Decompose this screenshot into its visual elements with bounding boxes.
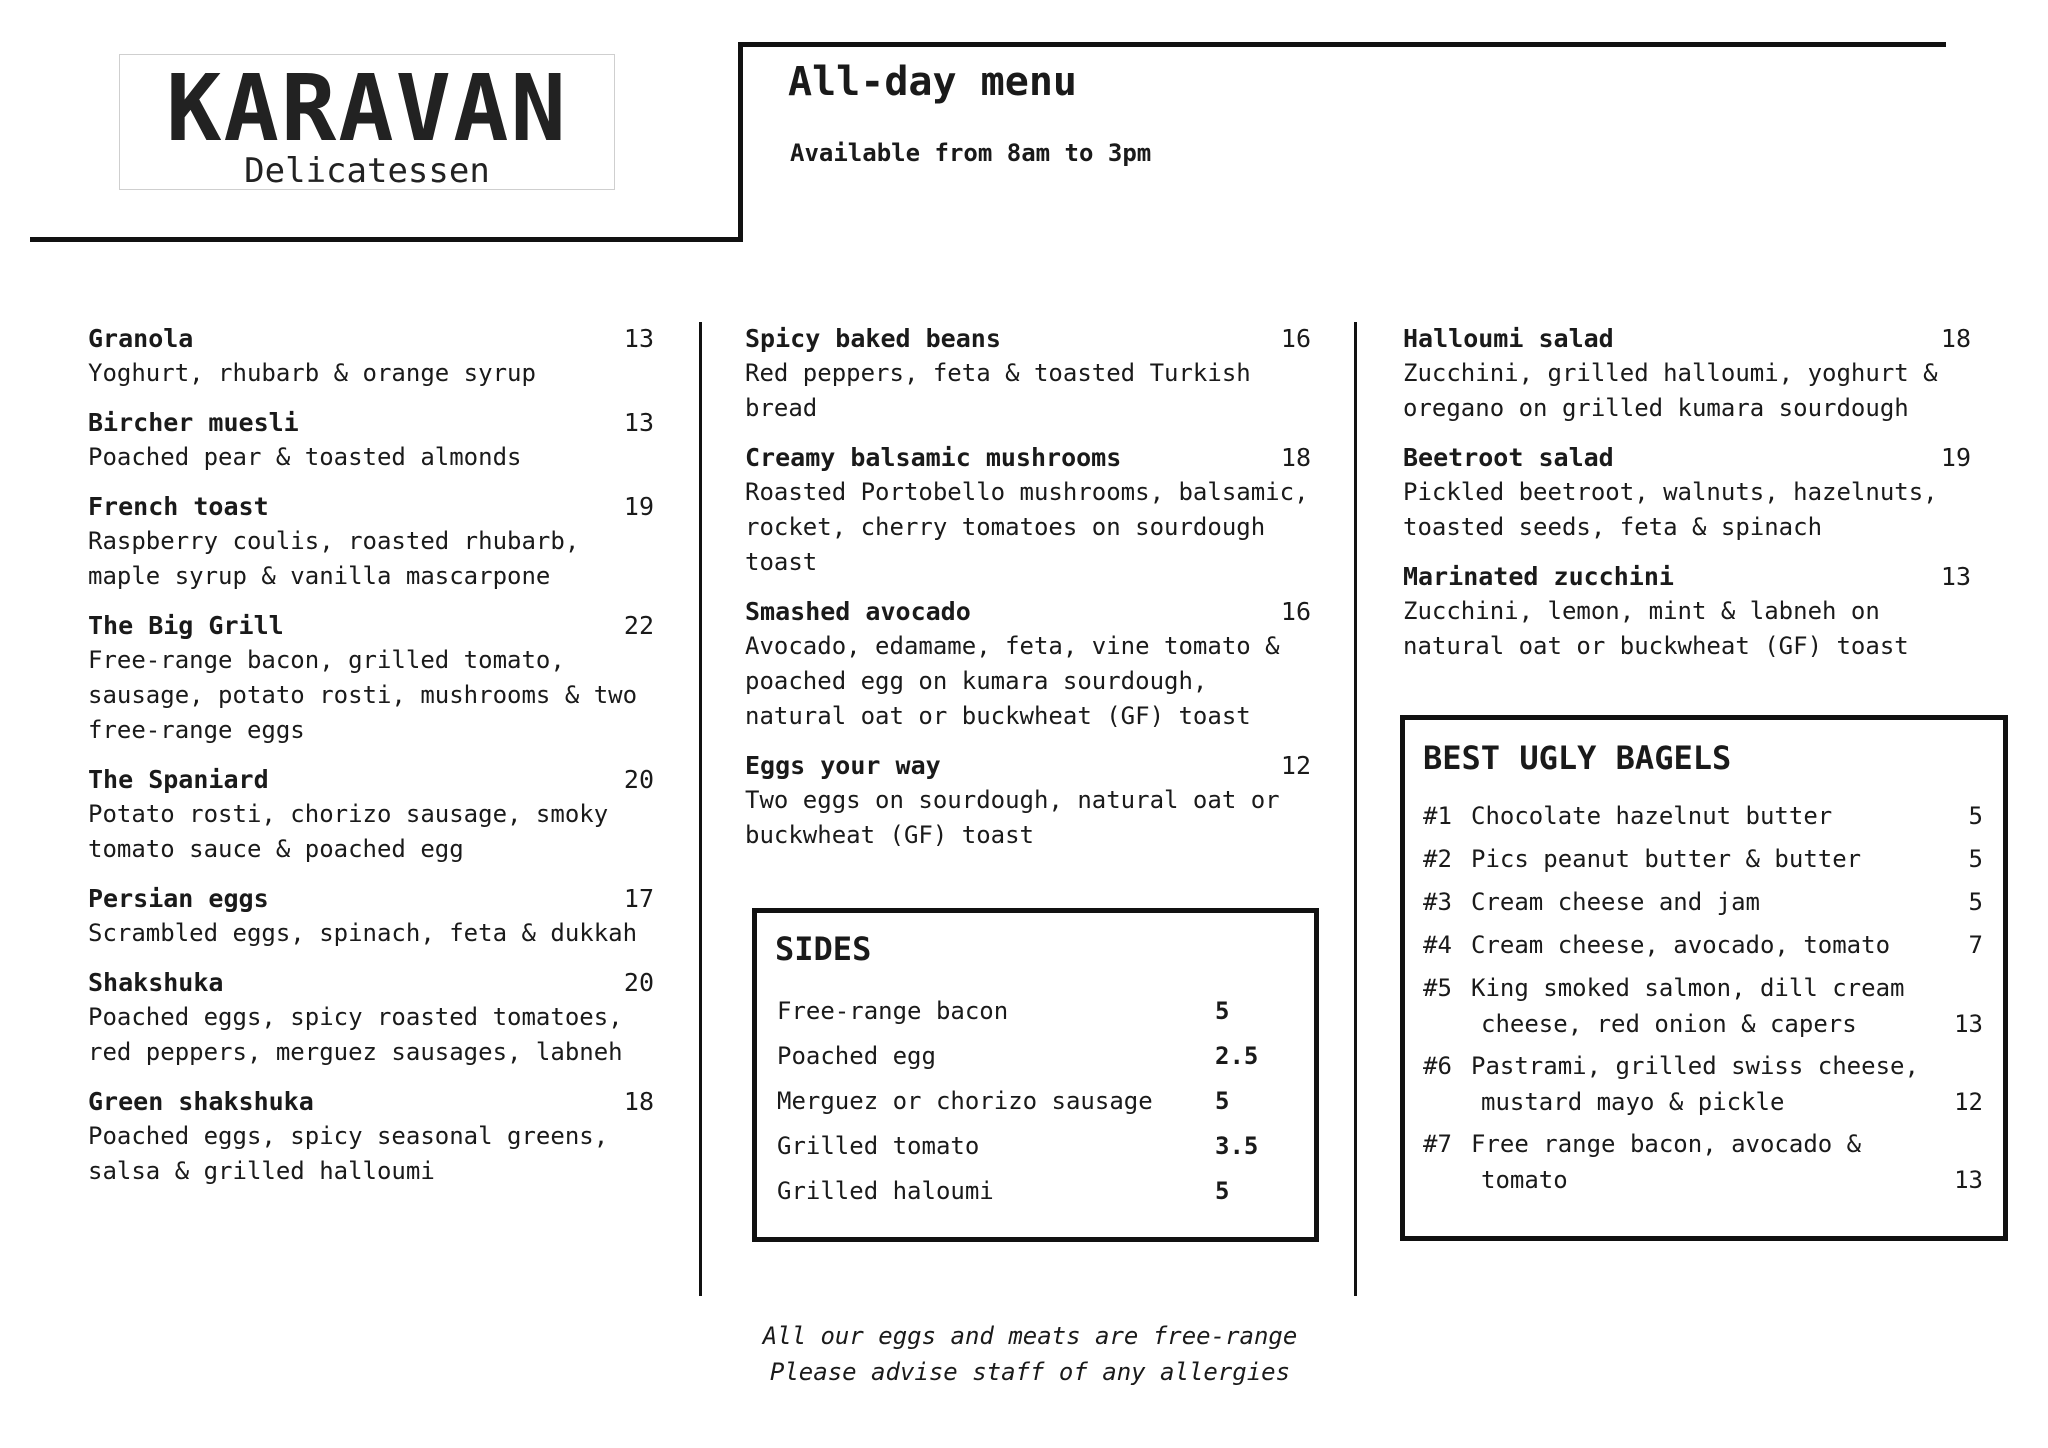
bagel-item-line — [1423, 1126, 1983, 1162]
menu-item-header — [88, 1085, 654, 1119]
menu-item — [88, 322, 654, 391]
bagel-description: Free range bacon, avocado & — [1471, 1130, 1862, 1158]
side-item-price: 5 — [1215, 1177, 1230, 1205]
header-bottom-rule — [30, 237, 743, 242]
sides-box — [752, 908, 1319, 1242]
menu-item — [88, 966, 654, 1070]
bagel-description: Pics peanut butter & butter — [1471, 845, 1862, 873]
side-item — [777, 1079, 1277, 1124]
menu-item — [1403, 441, 1971, 545]
menu-item-price: 13 — [623, 408, 654, 437]
bagel-price: 12 — [1954, 1088, 1983, 1116]
menu-item — [88, 763, 654, 867]
menu-item-description: Free-range bacon, grilled tomato, sausage, potato rosti, mushrooms & two free-range eggs — [88, 646, 638, 744]
menu-item — [1403, 560, 1971, 664]
bagels-box — [1400, 715, 2008, 1241]
menu-item-header — [1403, 322, 1971, 356]
bagel-item-line — [1423, 798, 1983, 834]
bagel-item — [1423, 927, 1983, 963]
menu-column-3 — [1403, 322, 1971, 679]
sides-title: SIDES — [775, 930, 872, 968]
menu-item — [745, 322, 1311, 426]
menu-item-header — [745, 749, 1311, 783]
menu-item-price: 19 — [623, 492, 654, 521]
menu-item-price: 16 — [1280, 324, 1311, 353]
menu-item-description: Avocado, edamame, feta, vine tomato & poached egg on kumara sourdough, natural oat or buckwheat (GF) toast — [745, 632, 1280, 730]
menu-item — [88, 882, 654, 951]
side-item-name: Grilled haloumi — [777, 1177, 994, 1205]
menu-item-price: 22 — [623, 611, 654, 640]
menu-item-price: 17 — [623, 884, 654, 913]
bagel-description: Cream cheese, avocado, tomato — [1471, 931, 1891, 959]
menu-item-name: Marinated zucchini — [1403, 562, 1674, 591]
bagel-number: #3 — [1423, 888, 1452, 916]
bagel-item — [1423, 970, 1983, 1042]
side-item — [777, 1169, 1277, 1214]
side-item-price: 5 — [1215, 997, 1230, 1025]
menu-item-name: Shakshuka — [88, 968, 224, 997]
menu-item-price: 13 — [1940, 562, 1971, 591]
bagel-number: #6 — [1423, 1052, 1452, 1080]
page-subtitle: Available from 8am to 3pm — [790, 139, 1152, 167]
menu-item-description: Two eggs on sourdough, natural oat or buckwheat (GF) toast — [745, 786, 1280, 849]
header-vertical-rule — [738, 42, 743, 242]
bagel-number: #1 — [1423, 802, 1452, 830]
menu-item-price: 12 — [1280, 751, 1311, 780]
column-divider-1 — [699, 322, 702, 1296]
menu-item-header — [88, 763, 654, 797]
menu-item-header — [88, 609, 654, 643]
bagel-item-line — [1423, 884, 1983, 920]
menu-item-price: 13 — [623, 324, 654, 353]
footer-note-1: All our eggs and meats are free-range — [762, 1322, 1298, 1350]
menu-item-name: Halloumi salad — [1403, 324, 1614, 353]
menu-item-name: Smashed avocado — [745, 597, 971, 626]
menu-item-header — [745, 441, 1311, 475]
menu-item-price: 18 — [623, 1087, 654, 1116]
bagel-description: Pastrami, grilled swiss cheese, — [1471, 1052, 1919, 1080]
menu-item — [1403, 322, 1971, 426]
menu-item-description: Poached eggs, spicy roasted tomatoes, red peppers, merguez sausages, labneh — [88, 1003, 623, 1066]
bagel-description: Chocolate hazelnut butter — [1471, 802, 1833, 830]
menu-item — [745, 749, 1311, 853]
side-item — [777, 989, 1277, 1034]
menu-item-description: Pickled beetroot, walnuts, hazelnuts, toasted seeds, feta & spinach — [1403, 478, 1938, 541]
menu-item-header — [88, 322, 654, 356]
bagel-number: #5 — [1423, 974, 1452, 1002]
bagel-item — [1423, 798, 1983, 834]
bagel-price: 13 — [1954, 1166, 1983, 1194]
bagel-description: King smoked salmon, dill cream — [1471, 974, 1905, 1002]
menu-item-description: Zucchini, grilled halloumi, yoghurt & oregano on grilled kumara sourdough — [1403, 359, 1938, 422]
bagel-description: Cream cheese and jam — [1471, 888, 1760, 916]
menu-item-price: 20 — [623, 765, 654, 794]
bagel-number: #7 — [1423, 1130, 1452, 1158]
menu-item-description: Yoghurt, rhubarb & orange syrup — [88, 359, 536, 387]
menu-item-header — [88, 882, 654, 916]
menu-item-name: The Big Grill — [88, 611, 284, 640]
side-item — [777, 1124, 1277, 1169]
bagel-item-line — [1423, 970, 1983, 1006]
bagel-price: 5 — [1968, 845, 1983, 873]
bagel-number: #4 — [1423, 931, 1452, 959]
bagel-item-line — [1423, 927, 1983, 963]
bagel-description-continued: tomato — [1481, 1166, 1568, 1194]
menu-item-description: Scrambled eggs, spinach, feta & dukkah — [88, 919, 638, 947]
menu-item-name: French toast — [88, 492, 269, 521]
header-top-rule — [738, 42, 1946, 47]
side-item-name: Free-range bacon — [777, 997, 1009, 1025]
side-item — [777, 1034, 1277, 1079]
menu-item-name: Creamy balsamic mushrooms — [745, 443, 1122, 472]
menu-item-description: Poached pear & toasted almonds — [88, 443, 522, 471]
menu-item-price: 18 — [1280, 443, 1311, 472]
bagel-description-continued: cheese, red onion & capers — [1481, 1010, 1857, 1038]
bagel-item-line — [1423, 841, 1983, 877]
menu-item-header — [88, 406, 654, 440]
side-item-name: Grilled tomato — [777, 1132, 980, 1160]
side-item-name: Poached egg — [777, 1042, 936, 1070]
menu-item-price: 16 — [1280, 597, 1311, 626]
menu-item-price: 19 — [1940, 443, 1971, 472]
logo-wordmark: KARAVAN — [166, 55, 568, 162]
menu-item-header — [1403, 441, 1971, 475]
menu-column-2 — [745, 322, 1311, 868]
menu-column-1 — [88, 322, 654, 1204]
side-item-name: Merguez or chorizo sausage — [777, 1087, 1153, 1115]
column-divider-2 — [1354, 322, 1357, 1296]
menu-item-price: 20 — [623, 968, 654, 997]
menu-item — [88, 1085, 654, 1189]
menu-item — [88, 490, 654, 594]
menu-item — [745, 595, 1311, 734]
menu-item-name: Bircher muesli — [88, 408, 299, 437]
menu-item-description: Raspberry coulis, roasted rhubarb, maple syrup & vanilla mascarpone — [88, 527, 580, 590]
bagel-item-line — [1423, 1048, 1983, 1084]
bagel-item — [1423, 841, 1983, 877]
menu-item-description: Zucchini, lemon, mint & labneh on natural oat or buckwheat (GF) toast — [1403, 597, 1909, 660]
menu-item-name: Granola — [88, 324, 194, 353]
menu-item-header — [88, 966, 654, 1000]
side-item-price: 2.5 — [1215, 1042, 1259, 1070]
footer-note-2: Please advise staff of any allergies — [769, 1358, 1291, 1386]
menu-item-header — [745, 595, 1311, 629]
menu-item-name: Beetroot salad — [1403, 443, 1614, 472]
menu-item-header — [1403, 560, 1971, 594]
menu-item-description: Poached eggs, spicy seasonal greens, salsa & grilled halloumi — [88, 1122, 609, 1185]
bagel-number: #2 — [1423, 845, 1452, 873]
menu-item-description: Red peppers, feta & toasted Turkish bread — [745, 359, 1251, 422]
page-title: All-day menu — [788, 59, 1077, 105]
menu-item-header — [88, 490, 654, 524]
bagel-item — [1423, 1048, 1983, 1120]
bagel-description-continued: mustard mayo & pickle — [1481, 1088, 1785, 1116]
menu-item-name: Spicy baked beans — [745, 324, 1001, 353]
bagel-price: 5 — [1968, 888, 1983, 916]
bagel-item — [1423, 1126, 1983, 1198]
menu-item-name: Green shakshuka — [88, 1087, 314, 1116]
side-item-price: 5 — [1215, 1087, 1230, 1115]
menu-item — [745, 441, 1311, 580]
menu-item-name: Persian eggs — [88, 884, 269, 913]
logo-subtitle: Delicatessen — [244, 151, 490, 191]
menu-item-name: The Spaniard — [88, 765, 269, 794]
menu-item-description: Potato rosti, chorizo sausage, smoky tomato sauce & poached egg — [88, 800, 609, 863]
menu-item-name: Eggs your way — [745, 751, 941, 780]
karavan-logo — [119, 54, 615, 190]
menu-item-description: Roasted Portobello mushrooms, balsamic, rocket, cherry tomatoes on sourdough toast — [745, 478, 1309, 576]
menu-item — [88, 406, 654, 475]
menu-item-header — [745, 322, 1311, 356]
bagels-title: BEST UGLY BAGELS — [1423, 739, 1732, 777]
bagel-item — [1423, 884, 1983, 920]
bagel-price: 13 — [1954, 1010, 1983, 1038]
menu-item-price: 18 — [1940, 324, 1971, 353]
side-item-price: 3.5 — [1215, 1132, 1259, 1160]
bagel-price: 7 — [1968, 931, 1983, 959]
bagel-price: 5 — [1968, 802, 1983, 830]
menu-item — [88, 609, 654, 748]
